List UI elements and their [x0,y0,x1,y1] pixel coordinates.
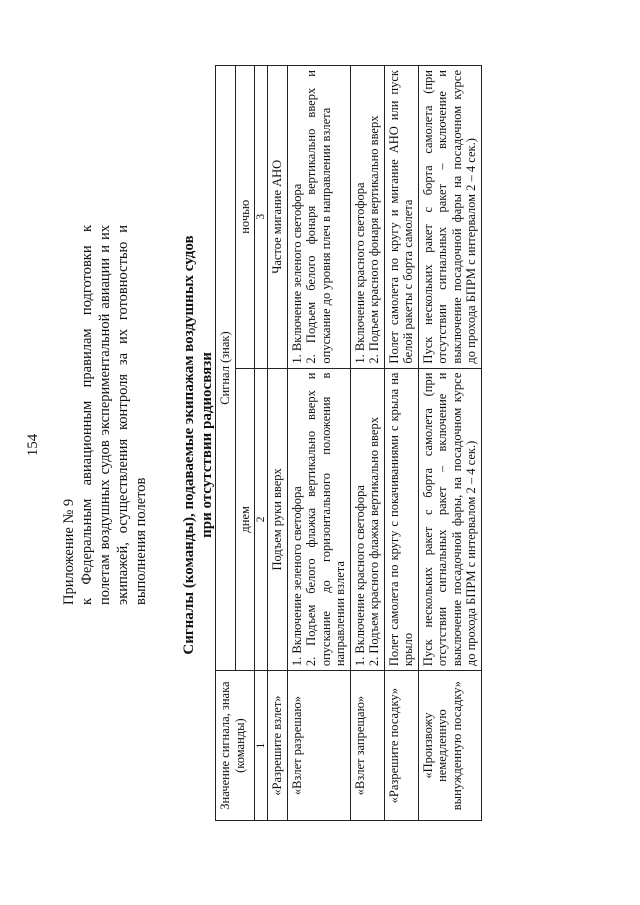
signal-line: Полет самолета по кругу с покачиваниями с крыла на крыло [386,372,415,667]
signal-line: 2. Подъем красного флажка вертикально вверх [367,417,381,667]
header-signal: Сигнал (знак) [216,66,236,671]
day-signal [384,368,418,671]
page-title [180,155,216,735]
signal-meaning: «Взлет запрещаю» [350,671,384,821]
table-row [350,66,384,821]
table-row [384,66,418,821]
title-line-1: Сигналы (команды), подаваемые экипажам воздушных судов [181,235,197,655]
page-number: 154 [25,433,41,457]
signal-meaning: «Разрешите взлет» [268,671,288,821]
signal-line: 1. Включение красного светофора [352,485,367,667]
signal-line: 1. Включение зеленого светофора [289,486,304,667]
table-row [418,66,481,821]
signal-line: Частое мигание АНО [270,159,284,274]
signal-line: 2. Подъем красного фонаря вертикально вверх [367,115,381,364]
signal-line: 2. Подъем белого фонаря вертикально вверх и опускание до уровня плеч в направлении взлета [304,70,333,364]
signal-line: 1. Включение красного светофора [352,182,367,364]
header-night: ночью [235,66,255,369]
appendix-title: Приложение № 9 [61,498,77,605]
night-signal [384,66,418,369]
col-number: 2 [255,368,268,671]
night-signal [418,66,481,369]
signals-table [215,65,482,821]
table-header-row [216,66,236,821]
signal-line: Пуск нескольких ракет с борта самолета (при отсутствии сигнальных ракет – включение и выключение посадочной фары, на посадочном курсе до прохода БПРМ с интервалом 2 – 4 сек.) [420,372,478,667]
day-signal [287,368,350,671]
signal-line: Полет самолета по кругу и мигание АНО или пуск белой ракеты с борта самолета [386,70,415,364]
day-signal [350,368,384,671]
col-number: 1 [255,671,268,821]
signal-line: 1. Включение зеленого светофора [289,183,304,364]
night-signal [350,66,384,369]
signal-line: 2. Подъем белого флажка вертикально вверх и опускание до горизонтального положения в направлении взлета [304,372,347,667]
signal-meaning: «Взлет разрешаю» [287,671,350,821]
day-signal [418,368,481,671]
night-signal [287,66,350,369]
signal-line: Подъем руки вверх [270,468,284,571]
appendix-body: к Федеральным авиационным правилам подготовки к полетам воздушных судов экспериментальной авиации и их экипажей, осуществления контроля за их готовностью и выполнения полетов [79,225,149,605]
table-row [287,66,350,821]
day-signal [268,368,288,671]
title-line-2: при отсутствии радиосвязи [199,352,215,538]
appendix-block [60,225,150,785]
signal-meaning: «Разрешите посадку» [384,671,418,821]
signal-line: Пуск нескольких ракет с борта самолета (при отсутствии сигнальных ракет – включение и выключение посадочной фары на посадочном курсе до прохода БПРМ с интервалом 2 – 4 сек.) [420,70,478,364]
table-row [268,66,288,821]
column-number-row [255,66,268,821]
header-day: днем [235,368,255,671]
col-number: 3 [255,66,268,369]
header-meaning: Значение сигнала, знака (команды) [216,671,255,821]
night-signal [268,66,288,369]
signal-meaning: «Произвожу немедленную вынужденную посадку» [418,671,481,821]
